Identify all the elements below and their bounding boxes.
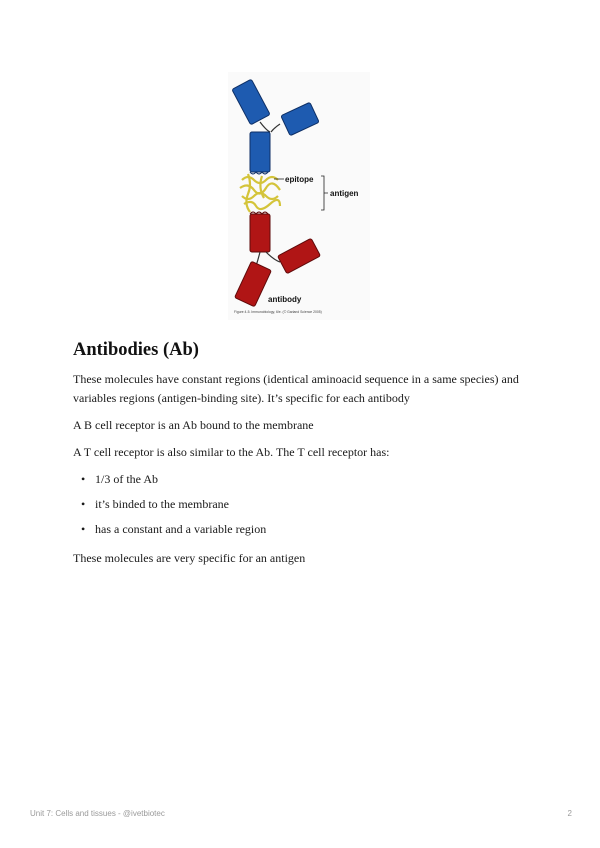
page-number: 2 (567, 809, 572, 818)
list-item-text: has a constant and a variable region (95, 522, 267, 536)
t-cell-bullet-list (73, 470, 533, 539)
antibody-diagram (228, 72, 370, 320)
antibody-antigen-figure (228, 72, 370, 320)
paragraph-t-cell: A T cell receptor is also similar to the Ab. The T cell receptor has: (73, 445, 390, 459)
antigen-coil (240, 174, 280, 212)
footer-title: Unit 7: Cells and tissues - @ivetbiotec (30, 809, 165, 818)
main-content (73, 340, 533, 576)
paragraph-regions: These molecules have constant regions (identical aminoacid sequence in a same species) and variables regions (antigen-binding site). It’s specific for each antibody (73, 372, 519, 405)
blue-antibody (232, 79, 319, 174)
red-antibody (235, 212, 321, 307)
antigen-label: antigen (330, 189, 359, 198)
list-item: • it’s binded to the membrane (81, 497, 229, 511)
list-item: • 1/3 of the Ab (81, 472, 158, 486)
list-item: • has a constant and a variable region (81, 522, 267, 536)
section-title: Antibodies (Ab) (73, 340, 199, 360)
epitope-label: epitope (285, 175, 314, 184)
list-item-text: it’s binded to the membrane (95, 497, 229, 511)
paragraph-b-cell: A B cell receptor is an Ab bound to the membrane (73, 418, 314, 432)
antibody-label: antibody (268, 295, 302, 304)
figure-caption: Figure 4-5. Immunobiology, 6/e. (© Garland Science 2005) (234, 310, 322, 314)
list-item-text: 1/3 of the Ab (95, 472, 158, 486)
paragraph-closing: These molecules are very specific for an antigen (73, 551, 306, 565)
